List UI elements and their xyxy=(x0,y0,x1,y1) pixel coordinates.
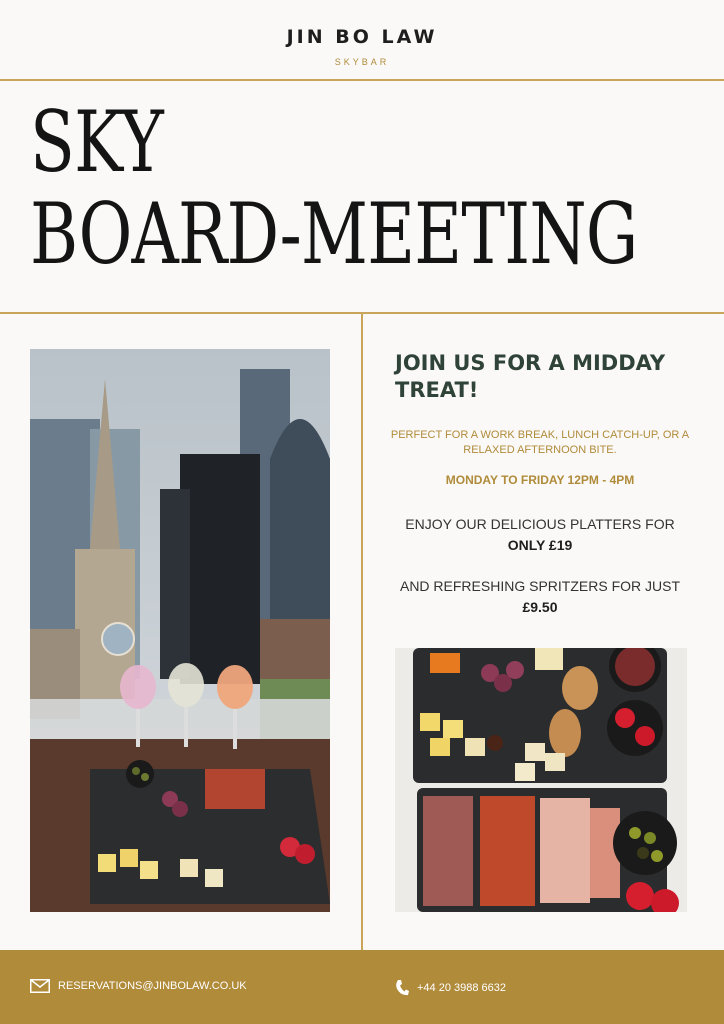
content-heading: JOIN US FOR A MIDDAY TREAT! xyxy=(395,351,666,402)
spritz-price: £9.50 xyxy=(522,599,558,615)
spritz-offer xyxy=(385,576,695,618)
opening-days: MONDAY TO FRIDAY 12PM - 4PM xyxy=(445,473,635,487)
footer xyxy=(0,950,724,1024)
column-divider xyxy=(361,313,363,950)
header xyxy=(0,0,724,80)
platters-price: ONLY £19 xyxy=(507,537,573,553)
platters-photo xyxy=(395,648,687,912)
footer-phone[interactable] xyxy=(395,979,506,997)
phone-number[interactable]: +44 20 3988 6632 xyxy=(417,982,507,994)
skyline-drinks-photo xyxy=(30,349,330,912)
spritz-text: AND REFRESHING SPRITZERS FOR JUST xyxy=(399,578,681,594)
perfect-for-text: PERFECT FOR A WORK BREAK, LUNCH CATCH-UP, OR A RELAXED AFTERNOON BITE. xyxy=(390,429,690,456)
title-line-1: SKY xyxy=(30,93,163,191)
platters-text: ENJOY OUR DELICIOUS PLATTERS FOR xyxy=(405,516,675,532)
email-address[interactable]: RESERVATIONS@JINBOLAW.CO.UK xyxy=(58,980,247,992)
envelope-icon xyxy=(30,979,50,993)
sub-brand: SKYBAR xyxy=(334,57,390,67)
footer-email[interactable] xyxy=(30,979,247,993)
page-title xyxy=(30,93,638,283)
title-line-2: BOARD-MEETING xyxy=(30,185,638,283)
top-divider xyxy=(0,79,724,81)
brand-name: JIN BO LAW xyxy=(286,26,438,48)
platters-offer xyxy=(385,514,695,556)
phone-icon xyxy=(395,979,409,997)
